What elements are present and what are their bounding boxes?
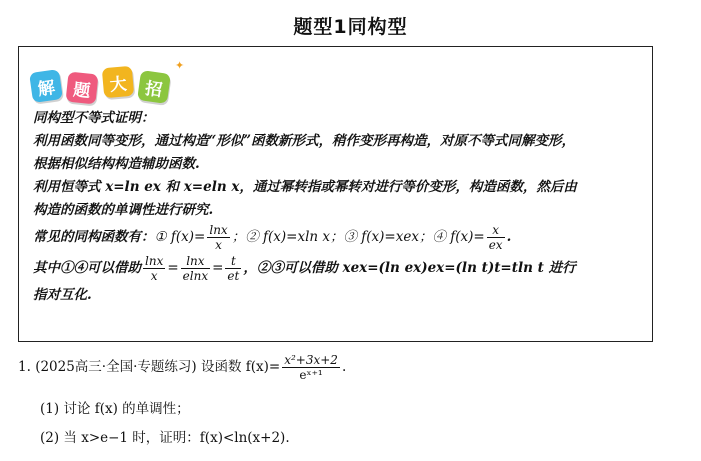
fraction-denominator: elnx xyxy=(182,269,209,283)
badge-char-4: 招 xyxy=(137,70,171,104)
question-fraction xyxy=(282,353,340,382)
transform-middle: ，②③可以借助 xex=(ln ex)ex=(ln t)t=tln t 进行 xyxy=(243,260,576,276)
question-stem xyxy=(18,352,346,382)
fraction-numerator: lnx xyxy=(145,254,164,268)
fraction-numerator: t xyxy=(225,254,241,269)
fraction-denominator: et xyxy=(227,269,240,283)
line-end: . xyxy=(506,229,512,245)
fraction-c xyxy=(225,254,241,283)
func-1-label: ① f(x)= xyxy=(154,229,206,245)
transform-prefix: 其中①④可以借助 xyxy=(33,260,141,276)
common-functions-line xyxy=(33,222,645,252)
common-functions-prefix: 常见的同构函数有： xyxy=(33,229,155,245)
question-stem-end: . xyxy=(341,359,347,375)
method-content xyxy=(33,107,645,307)
badge-char-2: 题 xyxy=(66,72,99,105)
page-title: 题型1同构型 xyxy=(293,16,408,38)
equals-sign: = xyxy=(167,260,179,276)
transform-line xyxy=(33,252,645,284)
question-number: 1. xyxy=(18,359,31,375)
fraction-numerator: x xyxy=(487,223,505,238)
fraction-denominator: eˣ⁺¹ xyxy=(299,368,323,382)
badge-group xyxy=(29,57,189,107)
method-heading: 同构型不等式证明： xyxy=(33,110,155,126)
question-source: (2025高三·全国·专题练习) xyxy=(35,359,197,375)
question-stem-text: 设函数 f(x)= xyxy=(200,359,281,375)
fraction-numerator: x²+3x+2 xyxy=(284,353,338,367)
fraction-denominator: x xyxy=(215,238,222,252)
func-4-fraction xyxy=(487,223,505,252)
method-paragraph-3: 利用恒等式 x=ln ex 和 x=eln x，通过幂转指或幂转对进行等价变形，构造函数，然后由 xyxy=(33,179,577,195)
func-1-fraction xyxy=(207,223,229,252)
fraction-a xyxy=(143,254,165,283)
equals-sign: = xyxy=(212,260,224,276)
fraction-numerator: lnx xyxy=(209,223,228,237)
fraction-denominator: ex xyxy=(488,238,503,252)
method-paragraph-1: 利用函数同等变形，通过构造“形似”函数新形式，稍作变形再构造，对原不等式同解变形， xyxy=(33,133,576,149)
question-part-2: (2) 当 x>e−1 时，证明：f(x)<ln(x+2). xyxy=(40,430,290,446)
fraction-numerator: lnx xyxy=(181,254,210,269)
question-part-1: (1) 讨论 f(x) 的单调性； xyxy=(40,401,190,417)
sparkle-icon: ✦ xyxy=(175,59,185,72)
method-box xyxy=(18,46,653,342)
badge-char-3: 大 xyxy=(102,66,135,99)
method-paragraph-2: 根据相似结构构造辅助函数. xyxy=(33,156,200,172)
func-2-3-4: ；② f(x)=xln x；③ f(x)=xex；④ f(x)= xyxy=(231,229,485,245)
method-paragraph-4: 构造的函数的单调性进行研究. xyxy=(33,202,214,218)
fraction-b xyxy=(181,254,210,283)
method-paragraph-7: 指对互化. xyxy=(33,287,92,303)
badge-char-1: 解 xyxy=(29,69,63,103)
fraction-denominator: x xyxy=(150,269,158,283)
